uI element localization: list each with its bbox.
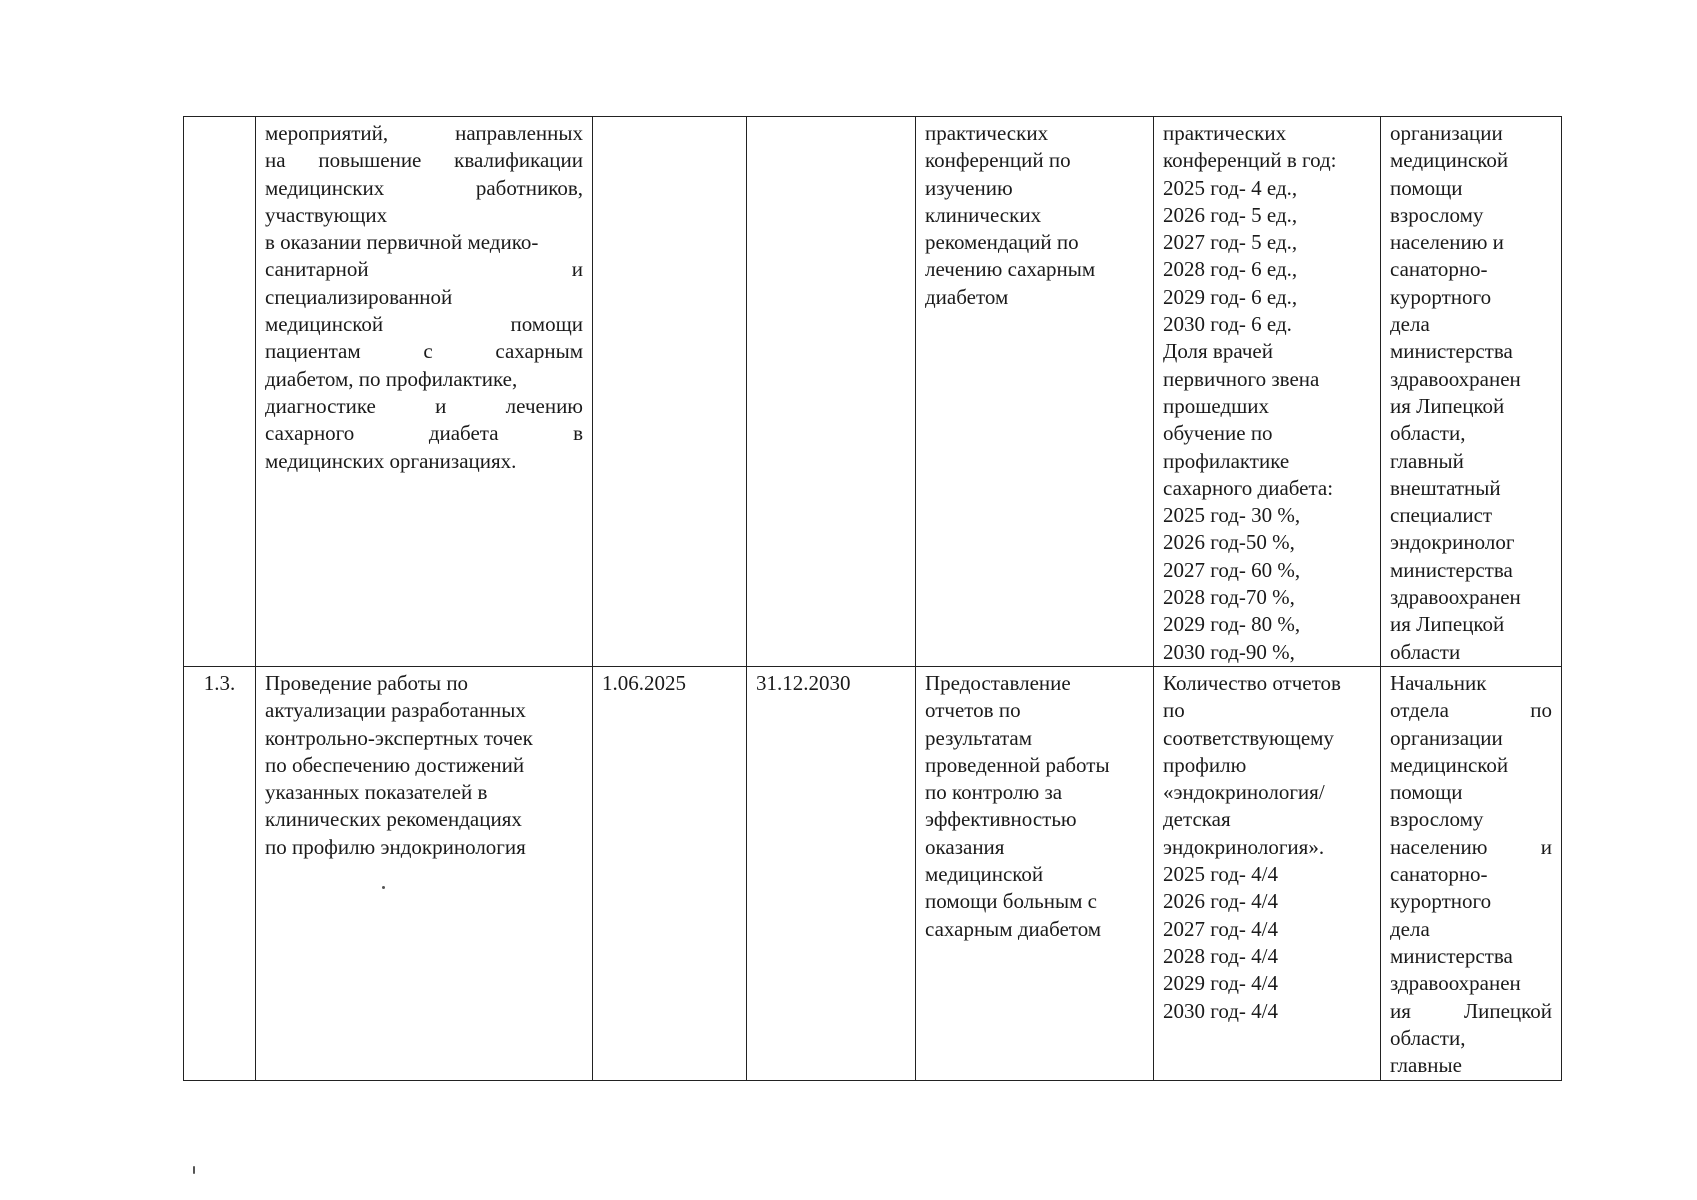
cell-line: 2028 год- 4/4 <box>1163 943 1278 968</box>
cell-line: диабетом, по профилактике, <box>265 366 518 391</box>
cell-line: практических <box>1163 121 1287 145</box>
scan-speck <box>193 1166 195 1174</box>
cell-line: конференций в год: <box>1163 148 1337 173</box>
cell-line: министерства <box>1390 943 1513 968</box>
cell-line: 2026 год- 5 ед., <box>1163 202 1298 227</box>
cell-line: помощи больным с <box>925 889 1097 914</box>
cell-line: Доля врачей <box>1163 339 1273 364</box>
measures-table <box>183 116 1562 1081</box>
cell-line: 2029 год- 80 %, <box>1163 612 1301 637</box>
cell-line: первичного звена <box>1163 366 1320 391</box>
cell-line: 2029 год- 4/4 <box>1163 971 1278 996</box>
cell-line: участвующих <box>265 202 388 227</box>
cell-end-date: 31.12.2030 <box>747 666 916 1080</box>
cell-line: «эндокринология/ <box>1163 780 1325 805</box>
cell-line: помощи <box>1390 175 1463 200</box>
cell-line: специализированной <box>265 284 453 309</box>
cell-line: пациентам с сахарным <box>265 339 583 364</box>
cell-line: Количество отчетов <box>1163 670 1341 695</box>
cell-line: 2025 год- 30 %, <box>1163 503 1301 528</box>
cell-line: 2028 год- 6 ед., <box>1163 257 1298 282</box>
cell-responsible <box>1381 666 1562 1080</box>
cell-line: оказания <box>925 834 1005 859</box>
cell-line: медицинской <box>1390 752 1509 777</box>
cell-line: обучение по <box>1163 421 1273 446</box>
cell-line: указанных показателей в <box>265 780 488 805</box>
cell-result <box>916 117 1154 667</box>
cell-line: главные <box>1390 1053 1462 1078</box>
cell-line: 2030 год- 4/4 <box>1163 998 1278 1023</box>
cell-start-date <box>593 117 747 667</box>
cell-indicator <box>1154 117 1381 667</box>
cell-line: 2027 год- 4/4 <box>1163 916 1278 941</box>
cell-start-date: 1.06.2025 <box>593 666 747 1080</box>
cell-line: медицинских работников, <box>265 175 583 200</box>
cell-line: актуализации разработанных <box>265 698 526 723</box>
cell-line: в оказании первичной медико- <box>265 230 539 255</box>
cell-line: помощи <box>1390 780 1463 805</box>
cell-line: дела <box>1390 916 1430 941</box>
cell-line: медицинской <box>1390 148 1509 173</box>
cell-line: взрослому <box>1390 807 1484 832</box>
cell-line: организации <box>1390 725 1503 750</box>
cell-line: диагностике и лечению <box>265 393 583 418</box>
cell-indicator <box>1154 666 1381 1080</box>
cell-line: по обеспечению достижений <box>265 752 525 777</box>
cell-line: 2030 год-90 %, <box>1163 639 1295 664</box>
cell-line: профилю <box>1163 752 1247 777</box>
cell-line: контрольно-экспертных точек <box>265 725 533 750</box>
cell-line: медицинских организациях. <box>265 448 517 473</box>
cell-line: клинических <box>925 202 1042 227</box>
cell-line: ия Липецкой <box>1390 998 1552 1023</box>
cell-line: лечению сахарным <box>925 257 1096 282</box>
cell-line: министерства <box>1390 557 1513 582</box>
cell-line: взрослому <box>1390 202 1484 227</box>
cell-line: прошедших <box>1163 393 1270 418</box>
cell-line: здравоохранен <box>1390 366 1521 391</box>
cell-line: 2029 год- 6 ед., <box>1163 284 1298 309</box>
cell-line: мероприятий, направленных <box>265 121 583 145</box>
cell-line: Предоставление <box>925 670 1071 695</box>
table-row <box>184 117 1562 667</box>
cell-line: по <box>1163 698 1185 723</box>
cell-line: населению и <box>1390 230 1504 255</box>
cell-line: проведенной работы <box>925 752 1110 777</box>
cell-event <box>256 666 593 1080</box>
cell-line: на повышение квалификации <box>265 148 583 173</box>
table-row <box>184 666 1562 1080</box>
cell-line: курортного <box>1390 284 1492 309</box>
cell-line: 2028 год-70 %, <box>1163 585 1295 610</box>
cell-line: санитарной и <box>265 257 583 282</box>
cell-line: соответствующему <box>1163 725 1334 750</box>
cell-line: области, <box>1390 421 1466 446</box>
cell-line: медицинской помощи <box>265 312 583 337</box>
cell-line: по контролю за <box>925 780 1063 805</box>
cell-line: 2026 год-50 %, <box>1163 530 1295 555</box>
scan-speck <box>382 886 385 889</box>
cell-line: 2030 год- 6 ед. <box>1163 312 1292 337</box>
cell-line: конференций по <box>925 148 1071 173</box>
cell-line: санаторно- <box>1390 257 1488 282</box>
cell-line: специалист <box>1390 503 1493 528</box>
cell-number: 1.3. <box>184 666 256 1080</box>
cell-line: области <box>1390 639 1461 664</box>
cell-line: 2025 год- 4/4 <box>1163 862 1278 887</box>
cell-line: медицинской <box>925 862 1044 887</box>
cell-line: эффективностью <box>925 807 1077 832</box>
cell-line: профилактике <box>1163 448 1290 473</box>
cell-responsible <box>1381 117 1562 667</box>
cell-line: рекомендаций по <box>925 230 1079 255</box>
cell-line: эндокринология». <box>1163 834 1325 859</box>
cell-line: 2025 год- 4 ед., <box>1163 175 1298 200</box>
cell-line: изучению <box>925 175 1013 200</box>
cell-line: области, <box>1390 1025 1466 1050</box>
cell-result <box>916 666 1154 1080</box>
cell-line: 2027 год- 60 %, <box>1163 557 1301 582</box>
cell-line: здравоохранен <box>1390 971 1521 996</box>
cell-line: отчетов по <box>925 698 1021 723</box>
cell-line: диабетом <box>925 284 1009 309</box>
cell-line: сахарного диабета в <box>265 421 583 446</box>
cell-line: детская <box>1163 807 1231 832</box>
cell-number <box>184 117 256 667</box>
cell-line: ия Липецкой <box>1390 612 1505 637</box>
cell-line: по профилю эндокринология <box>265 834 526 859</box>
cell-line: населению и <box>1390 834 1552 859</box>
cell-line: эндокринолог <box>1390 530 1515 555</box>
cell-line: практических <box>925 121 1049 145</box>
cell-end-date <box>747 117 916 667</box>
cell-line: клинических рекомендациях <box>265 807 522 832</box>
cell-line: сахарного диабета: <box>1163 475 1334 500</box>
cell-line: внештатный <box>1390 475 1501 500</box>
cell-line: сахарным диабетом <box>925 916 1102 941</box>
cell-line: организации <box>1390 121 1503 145</box>
cell-line: 2026 год- 4/4 <box>1163 889 1278 914</box>
cell-event <box>256 117 593 667</box>
cell-line: курортного <box>1390 889 1492 914</box>
cell-line: здравоохранен <box>1390 585 1521 610</box>
cell-line: Начальник <box>1390 670 1487 695</box>
cell-line: отдела по <box>1390 698 1552 723</box>
cell-line: санаторно- <box>1390 862 1488 887</box>
cell-line: министерства <box>1390 339 1513 364</box>
cell-line: дела <box>1390 312 1430 337</box>
cell-line: главный <box>1390 448 1464 473</box>
cell-line: результатам <box>925 725 1033 750</box>
cell-line: Проведение работы по <box>265 670 469 695</box>
cell-line: 2027 год- 5 ед., <box>1163 230 1298 255</box>
cell-line: ия Липецкой <box>1390 393 1505 418</box>
